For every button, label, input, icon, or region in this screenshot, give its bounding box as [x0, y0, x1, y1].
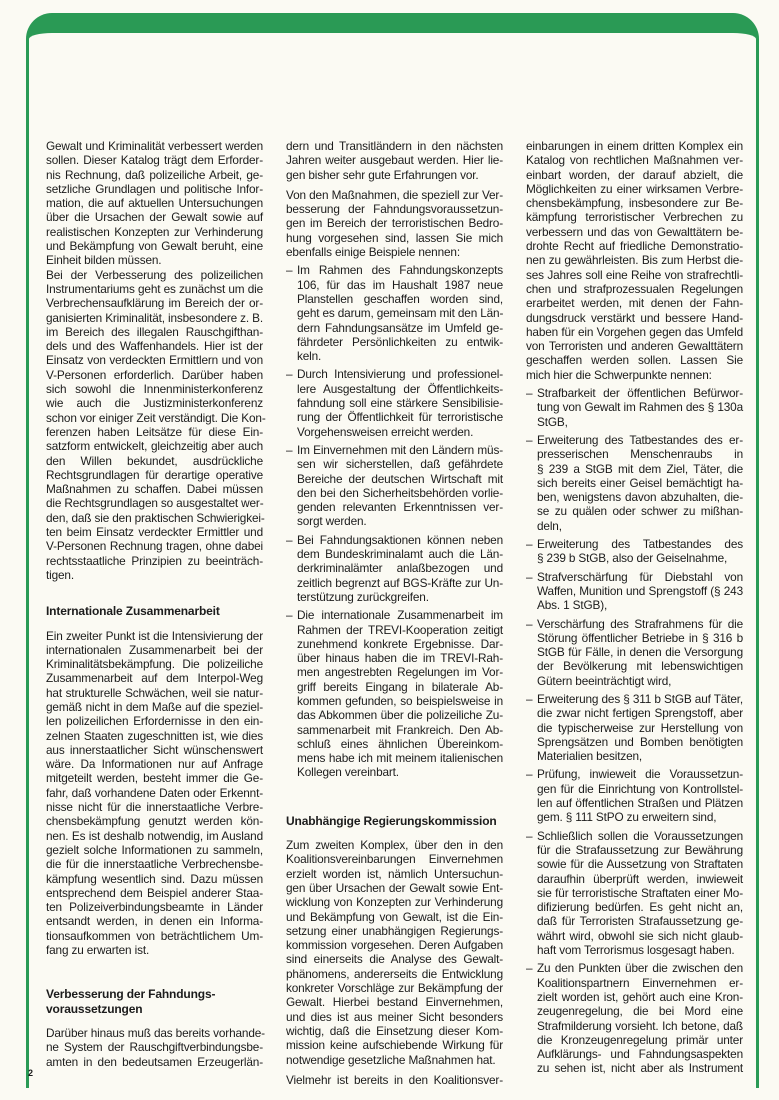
text-line: Bei der Verbesserung des polizeilichen: [46, 267, 263, 282]
text-line: den Willen bekundet, ausdrückliche: [46, 453, 263, 468]
text-line: hat strukturelle Schwächen, weil sie natur-: [46, 685, 263, 700]
text-line: nen zu gewährleisten. Bis zum Herbst die-: [526, 253, 743, 268]
text-line: den, daß sie den praktischen Schwierigkei-: [46, 510, 265, 525]
text-line: Vorgehensweisen erreicht werden.: [297, 424, 474, 439]
text-line: Strafbarkeit der öffentlichen Befürwor-: [537, 386, 743, 401]
text-line: wichtig, daß die Einsetzung dieser Kom-: [286, 1023, 503, 1038]
list-dash: –: [526, 767, 533, 782]
text-line: wäre. Da Informationen nur auf Anfrage: [46, 757, 263, 772]
text-line: keln.: [297, 349, 322, 364]
text-line: über hinaus haben die im TREVI-Rah-: [297, 651, 503, 666]
text-line: men angestrebten Regelungen im Vor-: [297, 665, 503, 680]
text-column-3: [526, 139, 743, 1076]
text-line: len polizeilichen Erfordernisse in den ein-: [46, 714, 263, 729]
text-line: chensbekämpfung, insbesondere zur Be-: [526, 196, 743, 211]
text-line: gen über Ursachen der Gewalt sowie Ent-: [286, 880, 503, 895]
list-item: [526, 433, 743, 533]
text-line: gen bisher sehr gute Erfahrungen vor.: [286, 167, 479, 182]
text-line: len auf öffentlichen Straßen und Plätzen: [537, 796, 743, 811]
text-line: dels und des Waffenhandels. Hier ist der: [46, 339, 263, 354]
text-line: fahndung soll eine stärkere Sensibilisie-: [297, 396, 503, 411]
text-line: Gewalt. Hierbei bestand Einvernehmen,: [286, 995, 503, 1010]
text-line: haft vom Terrorismus losgesagt haben.: [537, 943, 735, 958]
text-line: die zwar nicht fertigen Sprengstoff, aber: [537, 706, 743, 721]
text-line: Erweiterung des § 311 b StGB auf Täter,: [537, 691, 743, 706]
text-line: Planstellen geschaffen worden sind,: [297, 291, 503, 306]
text-line: und dies ist aus meiner Sicht besonders: [286, 1009, 503, 1024]
text-line: sammenarbeit mit Frankreich. Den Ab-: [297, 722, 503, 737]
text-line: erzielt worden ist, nämlich Untersuchun-: [286, 866, 503, 881]
text-line: fang zu erwarten ist.: [46, 943, 150, 958]
text-line: sie für terroristische Straftaten einer Mo-: [537, 885, 743, 900]
text-line: ganisierten Kriminalität, insbesondere z. B.: [46, 310, 263, 325]
list-item: [526, 961, 743, 1075]
list-item: [526, 570, 743, 613]
text-line: V-Personen Rechnung tragen, ohne dabei: [46, 539, 263, 554]
text-line: konkreter Vorschläge zur Bekämpfung der: [286, 981, 503, 996]
text-line: sich bereits einer Geisel bemächtigt ha-: [537, 475, 743, 490]
text-line: wie auch die Justizministerkonferenz: [46, 396, 263, 411]
text-line: die für die innerstaatliche Verbrechensbe-: [46, 857, 263, 872]
text-line: tigen.: [46, 567, 74, 582]
text-line: Ein zweiter Punkt ist die Intensivierung der: [46, 628, 263, 643]
list-item: [286, 443, 503, 529]
list-dash: –: [286, 608, 293, 623]
text-line: Einheit bilden müssen.: [46, 253, 162, 268]
text-line: difizierung bedürfen. Es geht nicht an,: [537, 900, 743, 915]
text-line: Prüfung, inwieweit die Voraussetzun-: [537, 767, 743, 782]
text-line: mation, die auf aktuellen Untersuchungen: [46, 196, 263, 211]
text-line: dern und Transitländern in den nächsten: [286, 139, 503, 153]
list-item: [526, 692, 743, 763]
text-line: Von den Maßnahmen, die speziell zur Ver-: [286, 187, 503, 202]
text-line: Aufklärungs- und Fahndungsaspekten: [537, 1047, 743, 1062]
text-line: zeitlich begrenzt auf BGS-Kräfte zur Un-: [297, 575, 503, 590]
text-line: Waffen, Munition und Sprengstoff (§ 243: [537, 583, 743, 598]
text-line: Bereiche der deutschen Wirtschaft mit: [297, 471, 503, 486]
text-line: und Bekämpfung von Gewalt, ist die Ein-: [286, 909, 503, 924]
text-line: chensbekämpfung genutzt werden kön-: [46, 814, 263, 829]
text-line: nen. Es ist deshalb notwendig, im Ausland: [46, 828, 263, 843]
text-line: sich sowohl die Innenministerkonferenz: [46, 382, 263, 397]
section-heading: [286, 814, 503, 828]
list-dash: –: [526, 386, 533, 401]
text-line: Erweiterung des Tatbestandes des er-: [537, 432, 743, 447]
text-line: Abs. 1 StGB),: [537, 598, 608, 613]
text-line: zielt worden ist, gehört auch eine Kron-: [537, 989, 743, 1004]
text-line: dungsdruck verstärkt und bessere Hand-: [526, 310, 743, 325]
list-dash: –: [286, 532, 293, 547]
text-line: zeugenregelung, die bei Mord eine: [537, 1004, 743, 1019]
text-line: Instrumentariums geht es zunächst um die: [46, 281, 263, 296]
text-line: tionsaufkommen von beträchtlichem Um-: [46, 928, 263, 943]
text-line: Gütern beeinträchtigt wird,: [537, 673, 672, 688]
text-line: entsandt werden, in denen ein Informa-: [46, 914, 263, 929]
section-heading: [46, 604, 263, 618]
text-line: § 239 b StGB, also der Geiselnahme,: [537, 551, 728, 566]
text-line: griff bereits Eingang in bilaterale Ab-: [297, 679, 503, 694]
paragraph: [46, 139, 263, 268]
text-line: lere Ausgestaltung der Öffentlichkeits-: [297, 381, 503, 396]
text-line: zelnen Staaten zugeschnitten ist, wie dies: [46, 728, 263, 743]
text-line: daß für Terroristen Strafaussetzung ge-: [537, 914, 743, 929]
list-dash: –: [526, 828, 533, 843]
text-line: Materialien besitzen,: [537, 749, 643, 764]
text-line: gezielt solche Informationen zu sammeln,: [46, 842, 263, 857]
text-line: Bei Fahndungsaktionen können neben: [297, 532, 503, 547]
text-line: ten Polizeiverbindungsbeamte in Länder: [46, 900, 263, 915]
text-line: währt wird, obwohl sie sich nicht glaub-: [537, 928, 743, 943]
text-line: V-Personen erforderlich. Darüber haben: [46, 367, 263, 382]
text-line: presserischen Menschenraubs in: [537, 447, 743, 462]
text-line: Strafverschärfung für Diebstahl von: [537, 569, 743, 584]
list-item: [526, 617, 743, 688]
text-column-2: [286, 139, 503, 1087]
list-dash: –: [286, 442, 293, 457]
text-line: hung vorgesehen sind, lassen Sie mich: [286, 230, 503, 245]
text-line: die Kronzeugenregelung primär unter: [537, 1032, 743, 1047]
list-item: [526, 537, 743, 566]
text-line: Koalitionspartnern Einvernehmen er-: [537, 975, 743, 990]
text-line: Jahren weiter ausgebaut werden. Hier lie-: [286, 153, 503, 168]
text-line: sen wir sicherstellen, daß gefährdete: [297, 457, 503, 472]
text-line: Katalog von rechtlichen Maßnahmen ver-: [526, 153, 743, 168]
text-line: realistischen Konzepten zur Verhinderung: [46, 224, 263, 239]
list-dash: –: [286, 367, 293, 382]
text-line: erarbeitet werden, mit denen der Fahn-: [526, 296, 743, 311]
text-line: Kollegen vereinbart.: [297, 765, 399, 780]
paragraph: [286, 139, 503, 182]
text-line: Möglichkeiten zu einer wirksamen Verbre-: [526, 181, 743, 196]
text-line: fahr, daß vorhandene Daten oder Erkennt-: [46, 785, 263, 800]
page-number: 2: [28, 1068, 34, 1078]
text-line: nis Rechnung, daß polizeiliche Arbeit, ge-: [46, 167, 263, 182]
text-line: Rechtsgrundlagen für derartige operative: [46, 467, 263, 482]
text-line: Gewalt und Kriminalität verbessert werden: [46, 139, 263, 153]
list-dash: –: [526, 432, 533, 447]
text-line: Verbesserung der Fahndungs-: [46, 987, 216, 1002]
text-line: amten in den bedeutsamen Erzeugerlän-: [46, 1054, 263, 1069]
text-line: Einsatz von verdeckten Ermittlern und von: [46, 353, 263, 368]
list-dash: –: [526, 616, 533, 631]
text-line: besserung der Fahndungsvoraussetzun-: [286, 202, 503, 217]
text-line: das Abkommen über die polizeiliche Zu-: [297, 708, 503, 723]
text-line: nisse nicht für die innerstaatliche Verbre-: [46, 800, 263, 815]
text-line: mission keine aufschiebende Wirkung für: [286, 1038, 503, 1053]
text-line: sollen. Dieser Katalog trägt dem Erforder-: [46, 153, 263, 168]
text-line: Die internationale Zusammenarbeit im: [297, 608, 503, 623]
text-line: Schließlich sollen die Voraussetzungen: [537, 828, 743, 843]
text-line: aus innerstaatlicher Sicht wünschenswert: [46, 742, 263, 757]
text-line: die typischerweise zur Herstellung von: [537, 720, 743, 735]
text-line: Vielmehr ist bereits in den Koalitionsver-: [286, 1072, 503, 1087]
text-line: die Rechtsgrundlagen so ausgestaltet wer-: [46, 496, 264, 511]
text-line: verbessern und das von Gewalttätern be-: [526, 224, 743, 239]
text-line: chen und strafprozessualen Regelungen: [526, 281, 743, 296]
paragraph: [286, 838, 503, 1067]
list-dash: –: [526, 569, 533, 584]
text-line: Im Einvernehmen mit den Ländern müs-: [297, 442, 503, 457]
text-line: Erweiterung des Tatbestandes des: [537, 537, 743, 552]
paragraph: [286, 1073, 503, 1087]
text-line: Darüber hinaus muß das bereits vorhande-: [46, 1025, 265, 1040]
text-line: schon vor einiger Zeit verständigt. Die Kon-: [46, 410, 266, 425]
text-line: fährdeter Persönlichkeiten zu entwik-: [297, 334, 503, 349]
text-line: rung der Öffentlichkeit für terroristische: [297, 410, 503, 425]
text-line: Unabhängige Regierungskommission: [286, 813, 497, 828]
text-line: Durch Intensivierung und professionel-: [297, 367, 503, 382]
text-line: kommission vorgesehen. Deren Aufgaben: [286, 938, 503, 953]
list-item: [286, 533, 503, 604]
text-line: ebenfalls einige Beispiele nennen:: [286, 245, 460, 260]
paragraph: [46, 267, 266, 583]
text-column-1: [46, 139, 266, 1069]
text-line: Zum zweiten Komplex, über den in den: [286, 838, 503, 853]
text-line: zu sehen ist, nicht aber als Instrument: [537, 1061, 743, 1076]
paragraph: [46, 629, 263, 958]
text-line: gen für die Einrichtung von Kontrollstel-: [537, 781, 743, 796]
text-line: ses Jahres soll eine Reihe von strafrechtli-: [526, 267, 743, 282]
text-line: satzform entwickelt, gleichzeitig aber auch: [46, 439, 263, 454]
text-line: entsprechend dem Beispiel anderer Staa-: [46, 885, 263, 900]
text-line: setzliche Grundlagen und politische Infor-: [46, 181, 263, 196]
text-line: Zu den Punkten über die zwischen den: [537, 961, 743, 976]
text-line: Koalitionsvereinbarungen Einvernehmen: [286, 852, 503, 867]
text-line: einbart worden, der darauf abzielt, die: [526, 167, 743, 182]
text-line: kämpfung wesentlich sind. Dazu müssen: [46, 871, 263, 886]
text-line: Strafmilderung vorsieht. Ich betone, daß: [537, 1018, 743, 1033]
list-dash: –: [526, 961, 533, 976]
text-line: notwendige gesetzliche Maßnahmen hat.: [286, 1052, 496, 1067]
text-line: StGB,: [537, 414, 568, 429]
text-line: ben, wenigstens davon abzuhalten, die-: [537, 490, 743, 505]
text-line: Verschärfung des Strafrahmens für die: [537, 616, 743, 631]
text-line: ten beim Einsatz verdeckter Ermittler und: [46, 525, 263, 540]
text-line: den bei den Sicherheitsbehörden vorlie-: [297, 485, 503, 500]
text-line: über die Ursachen der Gewalt sowie auf: [46, 210, 263, 225]
text-line: gen im Bereich der terroristischen Bedro-: [286, 216, 503, 231]
paragraph: [526, 139, 743, 382]
text-line: voraussetzungen: [46, 1001, 143, 1016]
list-item: [286, 263, 503, 363]
text-line: geht es darum, gemeinsam mit den Län-: [297, 306, 504, 321]
text-line: Sprengsätzen und Bomben benötigten: [537, 734, 743, 749]
text-line: Internationale Zusammenarbeit: [46, 604, 220, 619]
text-line: schluß eines ähnlichen Übereinkom-: [297, 736, 503, 751]
list-item: [526, 386, 743, 429]
text-line: geschaffen werden sollen. Lassen Sie: [526, 353, 743, 368]
text-line: se zu quälen oder schwer zu mißhan-: [537, 504, 743, 519]
paragraph: [46, 1026, 263, 1069]
text-line: Im Rahmen des Fahndungskonzepts: [297, 263, 503, 278]
text-line: wicklung von Konzepten zur Verhinderung: [286, 895, 503, 910]
text-line: mich hier die Schwerpunkte nennen:: [526, 367, 712, 382]
text-line: für die Strafaussetzung zur Bewährung: [537, 842, 743, 857]
list-dash: –: [526, 691, 533, 706]
text-line: ne System der Rauschgiftverbindungsbe-: [46, 1040, 263, 1055]
text-line: haben für ein Vorgehen gegen das Umfeld: [526, 324, 743, 339]
text-line: ferenzen haben Leitsätze für diese Ein-: [46, 424, 263, 439]
text-line: setzung einer unabhängigen Regierungs-: [286, 923, 503, 938]
list-dash: –: [286, 263, 293, 278]
text-line: mens habe ich mit meinem italienischen: [297, 751, 503, 766]
text-line: kommen gefunden, so beispielsweise in: [297, 693, 503, 708]
text-line: internationalen Zusammenarbeit bei der: [46, 642, 263, 657]
list-item: [286, 608, 503, 780]
list-item: [526, 767, 743, 824]
text-line: Rahmen der TREVI-Kooperation zeitigt: [297, 622, 503, 637]
text-line: Verbrechensaufklärung im Bereich der or-: [46, 296, 263, 311]
text-line: und Bekämpfung von Gewalt beruht, eine: [46, 239, 263, 254]
text-line: daraufhin überprüft werden, inwieweit: [537, 871, 743, 886]
text-line: drohte Recht auf friedliche Demonstratio-: [526, 239, 743, 254]
text-line: 106, für das im Haushalt 1987 neue: [297, 277, 503, 292]
list-dash: –: [526, 537, 533, 552]
text-line: sind einerseits die Analyse des Gewalt-: [286, 952, 503, 967]
text-line: dern Fahndungsansätze im Umfeld ge-: [297, 320, 503, 335]
text-line: einbarungen in einem dritten Komplex ein: [526, 139, 743, 153]
text-line: gemäß nicht in dem Maße auf die speziel-: [46, 699, 263, 714]
text-line: kämpfung terroristischer Verbrechen zu: [526, 210, 743, 225]
paragraph: [286, 188, 503, 259]
text-line: tung von Gewalt im Rahmen des § 130a: [537, 400, 743, 415]
list-item: [286, 367, 503, 438]
section-heading: [46, 987, 263, 1016]
text-line: deln,: [537, 518, 562, 533]
text-line: genden relevanten Erkenntnissen ver-: [297, 500, 503, 515]
text-line: gem. § 111 StPO zu erweitern sind,: [537, 810, 717, 825]
text-line: mitgeteilt werden, besteht immer die Ge-: [46, 771, 263, 786]
text-line: rechtsstaatliche Prinzipien zu beeinträch-: [46, 553, 263, 568]
text-line: Störung öffentlicher Betriebe in § 316 b: [537, 630, 743, 645]
text-line: sorgt werden.: [297, 514, 367, 529]
list-item: [526, 829, 743, 958]
text-line: StGB für Fälle, in denen die Versorgung: [537, 645, 743, 660]
text-line: Kriminalitätsbekämpfung. Die polizeiliche: [46, 657, 263, 672]
text-line: der Bevölkerung mit lebenswichtigen: [537, 659, 743, 674]
text-line: von Terroristen und anderen Gewalttätern: [526, 339, 743, 354]
text-line: derkriminalämter anlaßbezogen und: [297, 561, 503, 576]
text-line: Zusammenarbeit auf dem Interpol-Weg: [46, 671, 263, 686]
text-line: terstützung zurückgreifen.: [297, 589, 429, 604]
text-line: dem Bundeskriminalamt auch die Län-: [297, 547, 503, 562]
text-line: Maßnahmen zu schaffen. Dabei müssen: [46, 482, 263, 497]
text-line: sowie für die Aussetzung von Straftaten: [537, 857, 743, 872]
text-line: phänomens, andererseits die Entwicklung: [286, 966, 503, 981]
text-line: im Bereich des illegalen Rauschgifthan-: [46, 324, 263, 339]
text-line: zunehmend konkrete Ergebnisse. Dar-: [297, 636, 503, 651]
text-line: § 239 a StGB mit dem Ziel, Täter, die: [537, 461, 743, 476]
